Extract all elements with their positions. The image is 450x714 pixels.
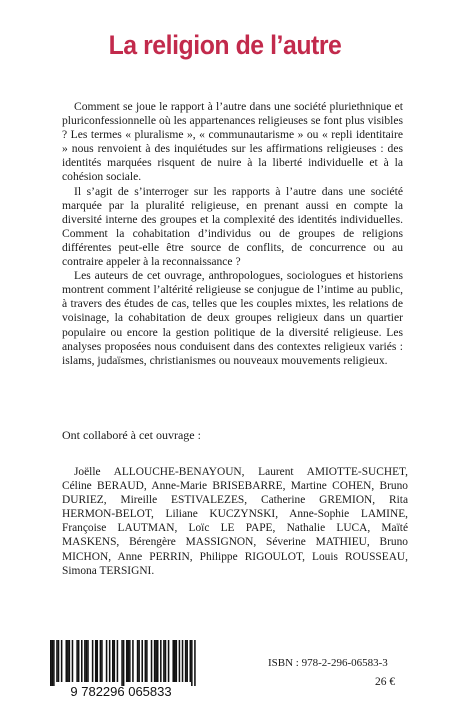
barcode-bar [154,640,156,682]
barcode-bar [106,640,108,682]
barcode-bar [137,640,139,682]
barcode-bar [84,640,86,682]
barcode-bar [95,640,97,682]
barcode-bar [191,640,193,686]
barcode-bar [81,640,83,682]
barcode-bar [56,640,58,682]
blurb-paragraph-2: Il s’agit de s’interroger sur les rapports à l’autre dans une société marquée par la pluralité religieuse, en prenant aussi en compte la diversité interne des groupes et la complexité des identités individuelles. Comment la cohabitation d’individus ou de groupes de religions différentes peut-elle être source de conflits, de concurrence ou au contraire appeler à la reconnaissance ? [62,184,403,269]
barcode-bar [61,640,63,682]
barcode-bar [186,640,188,682]
barcode [38,638,208,698]
barcode-bar [126,640,128,682]
barcode-bar [101,640,103,682]
barcode-bar [114,640,116,682]
barcode-bar [165,640,167,682]
barcode-bar [157,640,159,682]
barcode-bar [97,640,99,682]
contributors-list: Joëlle ALLOUCHE-BENAYOUN, Laurent AMIOTTE-SUCHET, Céline BERAUD, Anne-Marie BRISEBARRE, Martine COHEN, Bruno DURIEZ, Mireille ESTIVALEZES, Catherine GREMION, Rita HERMON-BELOT, Liliane KUCZYNSKI, Anne-Sophie LAMINE, Françoise LAUTMAN, Loïc LE PAPE, Nathalie LUCA, Maïté MASKENS, Bérengère MASSIGNON, Séverine MATHIEU, Bruno MICHON, Anne PERRIN, Philippe RIGOULOT, Louis ROUSSEAU, Simona TERSIGNI. [62,466,408,577]
barcode-bar [123,640,125,686]
barcode-bar [163,640,165,682]
book-title: La religion de l’autre [108,30,342,60]
barcode-bar [145,640,147,682]
barcode-bar [100,640,102,682]
barcode-bar [179,640,181,682]
barcode-bar [129,640,131,682]
blurb-paragraph-3: Les auteurs de cet ouvrage, anthropologues, sociologues et historiens montrent comment l’altérité religieuse se conjugue de l’intime au public, à travers des études de cas, telles que les couples mixtes, les relations de voisinage, la cohabitation de deux groupes religieux dans un quartier populaire ou encore la gestion politique de la diversité religieuse. Les analyses proposées nous conduisent dans des contextes religieux variés : islams, judaïsmes, christianismes ou nouveaux mouvements religieux. [62,269,403,367]
barcode-bar [121,640,123,686]
barcode-bar [151,640,153,682]
isbn: ISBN : 978-2-296-06583-3 [268,657,388,669]
barcode-bar [53,640,55,686]
barcode-bars [50,640,196,686]
barcode-bar [160,640,162,682]
barcode-bar [138,640,140,682]
barcode-bar [176,640,178,682]
barcode-bar [87,640,89,682]
barcode-bar [172,640,174,682]
barcode-bar [194,640,196,686]
barcode-bar [112,640,114,682]
barcode-bar [76,640,78,682]
barcode-bar [155,640,157,682]
barcode-bar [58,640,60,682]
barcode-bar [168,640,170,682]
barcode-bar [72,640,74,682]
barcode-bar [67,640,69,682]
barcode-bar [117,640,119,682]
barcode-number: 9 782296 065833 [70,684,172,698]
barcode-bar [69,640,71,682]
barcode-bar [141,640,143,682]
barcode-bar [132,640,134,682]
blurb-paragraph-1: Comment se joue le rapport à l’autre dans une société pluriethnique et pluriconfessionnelle où les appartenances religieuses se font plus visibles ? Les termes « pluralisme », « communautarisme » ou « repli identitaire » nous renvoient à des inquiétudes sur les affirmations religieuses : des identités marquées risquent de nuire à la liberté individuelle et à la cohésion sociale. [62,100,403,184]
barcode-bar [109,640,111,682]
contributors-heading: Ont collaboré à cet ouvrage : [62,428,201,442]
barcode-bar [182,640,184,682]
barcode-bar [146,640,148,682]
barcode-bar [52,640,54,686]
barcode-bar [50,640,52,686]
barcode-bar [185,640,187,682]
barcode-bar [174,640,176,682]
barcode-bar [92,640,94,682]
barcode-bar [86,640,88,682]
barcode-bar [128,640,130,682]
back-cover-blurb [62,100,403,368]
barcode-bar [78,640,80,682]
barcode-bar [66,640,68,682]
barcode-bar [190,640,192,682]
price: 26 € [375,676,396,688]
